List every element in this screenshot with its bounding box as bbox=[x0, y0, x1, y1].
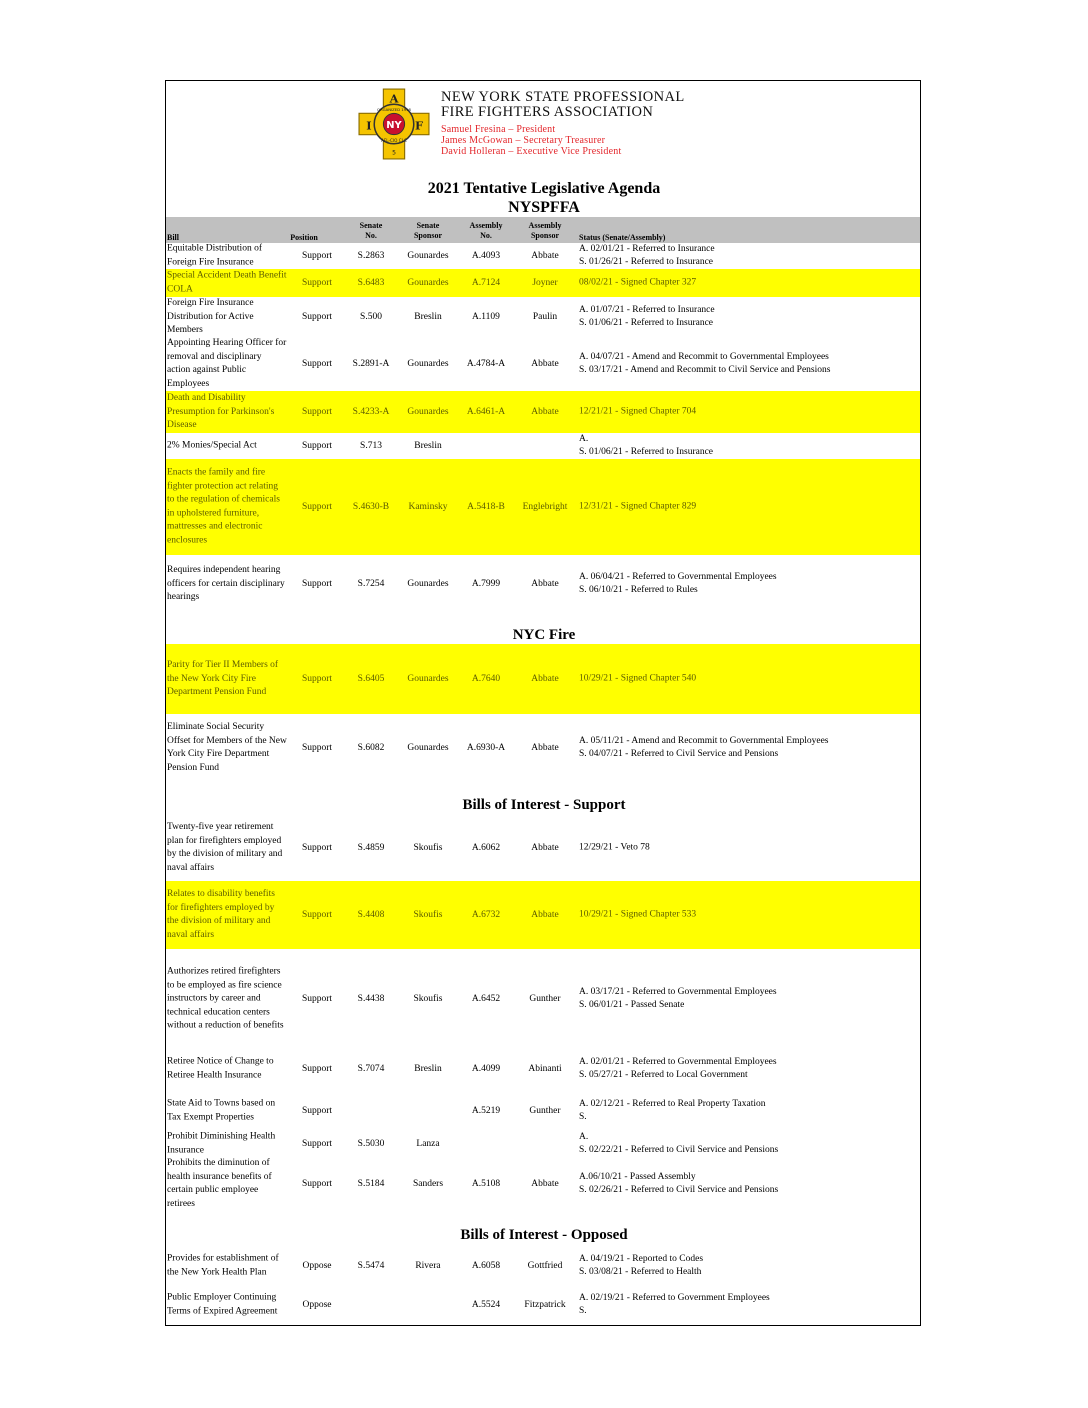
assembly-sponsor-cell: Abbate bbox=[531, 674, 559, 684]
senate-number-cell: S.2891-A bbox=[352, 359, 390, 369]
assembly-number-cell: A.4784-A bbox=[466, 359, 506, 369]
senate-sponsor-cell: Rivera bbox=[415, 1261, 441, 1271]
position-cell: Support bbox=[301, 251, 333, 261]
table-row bbox=[166, 243, 921, 269]
senate-number-cell: S.4859 bbox=[357, 843, 385, 853]
senate-number-cell: S.6405 bbox=[357, 674, 385, 684]
assembly-sponsor-cell: Joyner bbox=[532, 278, 558, 288]
status-line: S. 06/01/21 - Passed Senate bbox=[579, 1000, 685, 1010]
assembly-sponsor-cell: Abbate bbox=[531, 407, 559, 417]
assembly-number-cell: A.5524 bbox=[471, 1300, 501, 1310]
officer-executive-vp: David Holleran – Executive Vice President bbox=[441, 146, 622, 157]
senate-number-cell: S.5474 bbox=[357, 1261, 385, 1271]
page-subtitle: NYSPFFA bbox=[508, 199, 580, 216]
bill-name: Public Employer Continuing Terms of Expired Agreement bbox=[167, 1292, 278, 1316]
col-assembly-sponsor-2: Sponsor bbox=[530, 231, 559, 240]
position-cell: Support bbox=[301, 407, 333, 417]
table-row bbox=[166, 433, 921, 459]
status-line: S. 02/22/21 - Referred to Civil Service and Pensions bbox=[579, 1145, 779, 1155]
bill-name: Prohibit Diminishing Health Insurance bbox=[167, 1131, 276, 1155]
status-line: 10/29/21 - Signed Chapter 533 bbox=[579, 909, 697, 920]
status-line: A. 05/11/21 - Amend and Recommit to Governmental Employees bbox=[579, 736, 829, 746]
position-cell: Support bbox=[301, 359, 333, 369]
senate-number-cell: S.2863 bbox=[357, 251, 385, 261]
assembly-number-cell: A.6930-A bbox=[466, 743, 506, 753]
svg-text:ORGANIZED 1918: ORGANIZED 1918 bbox=[377, 107, 411, 113]
senate-number-cell: S.7074 bbox=[357, 1064, 385, 1074]
svg-text:5: 5 bbox=[392, 149, 396, 157]
status-line: 12/29/21 - Veto 78 bbox=[579, 842, 650, 853]
svg-text:A: A bbox=[389, 91, 399, 106]
status-cell bbox=[579, 277, 919, 290]
assembly-sponsor-cell: Abbate bbox=[531, 1179, 559, 1189]
col-status: Status (Senate/Assembly) bbox=[579, 233, 666, 242]
status-cell bbox=[579, 909, 919, 922]
table-row bbox=[166, 644, 921, 714]
table-row bbox=[166, 949, 921, 1049]
position-cell: Support bbox=[301, 843, 333, 853]
senate-sponsor-cell: Skoufis bbox=[413, 910, 443, 920]
bill-name: Parity for Tier II Members of the New York City Fire Department Pension Fund bbox=[167, 659, 279, 697]
position-cell: Support bbox=[301, 579, 333, 589]
svg-text:NY: NY bbox=[386, 119, 402, 131]
status-line: A. 06/04/21 - Referred to Governmental Employees bbox=[579, 572, 777, 582]
table-row bbox=[166, 1247, 921, 1285]
status-line: S. 06/10/21 - Referred to Rules bbox=[579, 585, 698, 595]
senate-number-cell: S.5030 bbox=[357, 1139, 385, 1149]
table-row bbox=[166, 337, 921, 391]
org-name-line1: NEW YORK STATE PROFESSIONAL bbox=[441, 89, 685, 105]
status-line: S. 05/27/21 - Referred to Local Government bbox=[579, 1070, 748, 1080]
assembly-sponsor-cell: Abbate bbox=[531, 359, 559, 369]
bill-name: Equitable Distribution of Foreign Fire Insurance bbox=[167, 243, 262, 267]
assembly-number-cell: A.5219 bbox=[471, 1106, 501, 1116]
status-cell bbox=[579, 1253, 919, 1279]
col-senate-no-2: No. bbox=[365, 231, 377, 240]
status-cell bbox=[579, 351, 919, 377]
bill-name: Appointing Hearing Officer for removal and disciplinary action against Public Employees bbox=[167, 338, 287, 389]
status-cell bbox=[579, 735, 919, 761]
position-cell: Support bbox=[301, 278, 333, 288]
officer-secretary-treasurer: James McGowan – Secretary Treasurer bbox=[441, 135, 606, 146]
table-row bbox=[166, 815, 921, 881]
table-row bbox=[166, 269, 921, 297]
table-row bbox=[166, 555, 921, 613]
bill-name: Retiree Notice of Change to Retiree Health Insurance bbox=[167, 1056, 274, 1080]
svg-text:F: F bbox=[415, 118, 424, 133]
assembly-number-cell: A.1109 bbox=[472, 312, 500, 322]
status-cell bbox=[579, 1131, 919, 1157]
bill-name: Special Accident Death Benefit COLA bbox=[167, 270, 287, 294]
section-bills-support: Bills of Interest - Support bbox=[462, 797, 626, 813]
assembly-sponsor-cell: Gottfried bbox=[527, 1261, 563, 1271]
agenda-page bbox=[165, 80, 921, 1326]
senate-number-cell: S.4408 bbox=[357, 910, 385, 920]
status-line: A. 02/19/21 - Referred to Government Employees bbox=[579, 1293, 770, 1303]
col-assembly-no-1: Assembly bbox=[469, 221, 503, 230]
senate-sponsor-cell: Gounardes bbox=[407, 579, 449, 589]
status-line: S. 01/06/21 - Referred to Insurance bbox=[579, 447, 714, 457]
section-nyc-fire: NYC Fire bbox=[512, 627, 576, 643]
assembly-number-cell: A.6452 bbox=[471, 994, 501, 1004]
senate-sponsor-cell: Gounardes bbox=[407, 278, 449, 288]
position-cell: Support bbox=[301, 1179, 333, 1189]
table-row bbox=[166, 1155, 921, 1213]
senate-sponsor-cell: Gounardes bbox=[407, 359, 449, 369]
assembly-number-cell: A.4099 bbox=[471, 1064, 501, 1074]
col-assembly-sponsor-1: Assembly bbox=[528, 221, 562, 230]
col-senate-sponsor-1: Senate bbox=[416, 221, 440, 230]
status-line: A.06/10/21 - Passed Assembly bbox=[579, 1172, 696, 1182]
status-cell bbox=[579, 501, 919, 514]
assembly-sponsor-cell: Gunther bbox=[529, 994, 561, 1004]
position-cell: Support bbox=[301, 743, 333, 753]
assembly-number-cell: A.5418-B bbox=[467, 502, 505, 512]
senate-sponsor-cell: Gounardes bbox=[407, 674, 449, 684]
position-cell: Oppose bbox=[302, 1300, 332, 1310]
position-cell: Support bbox=[301, 674, 333, 684]
status-line: 12/31/21 - Signed Chapter 829 bbox=[579, 501, 697, 512]
bill-name: Relates to disability benefits for firefighters employed by the division of military and naval affairs bbox=[167, 889, 275, 940]
assembly-number-cell: A.7640 bbox=[471, 674, 501, 684]
senate-sponsor-cell: Sanders bbox=[412, 1179, 444, 1189]
status-line: 08/02/21 - Signed Chapter 327 bbox=[579, 277, 697, 288]
position-cell: Support bbox=[301, 1064, 333, 1074]
senate-sponsor-cell: Breslin bbox=[414, 441, 442, 451]
senate-sponsor-cell: Gounardes bbox=[407, 407, 449, 417]
svg-text:I: I bbox=[366, 118, 372, 133]
senate-number-cell: S.5184 bbox=[357, 1179, 385, 1189]
bill-name: Authorizes retired firefighters to be employed as fire science instructors by career and technical education centers without a reduction of benefits bbox=[167, 966, 284, 1031]
column-header bbox=[166, 217, 921, 243]
position-cell: Support bbox=[301, 994, 333, 1004]
status-cell bbox=[579, 243, 919, 269]
assembly-sponsor-cell: Abbate bbox=[531, 251, 559, 261]
status-line: A. 04/19/21 - Reported to Codes bbox=[579, 1254, 704, 1264]
senate-sponsor-cell: Gounardes bbox=[407, 251, 449, 261]
assembly-sponsor-cell: Paulin bbox=[532, 312, 558, 322]
status-line: S. 03/17/21 - Amend and Recommit to Civil Service and Pensions bbox=[579, 365, 831, 375]
position-cell: Support bbox=[301, 910, 333, 920]
assembly-number-cell: A.6732 bbox=[471, 910, 501, 920]
status-cell bbox=[579, 1292, 919, 1318]
assembly-sponsor-cell: Abbate bbox=[531, 743, 559, 753]
senate-number-cell: S.7254 bbox=[357, 579, 385, 589]
status-cell bbox=[579, 1098, 919, 1124]
table-row bbox=[166, 714, 921, 782]
status-line: A. 02/01/21 - Referred to Governmental Employees bbox=[579, 1057, 777, 1067]
col-bill: Bill bbox=[167, 233, 180, 242]
table-row bbox=[166, 1285, 921, 1325]
senate-sponsor-cell: Lanza bbox=[416, 1139, 440, 1149]
svg-text:AFL-CIO CLC: AFL-CIO CLC bbox=[381, 138, 407, 144]
assembly-sponsor-cell: Abinanti bbox=[528, 1064, 562, 1074]
status-line: A. bbox=[579, 434, 589, 444]
senate-number-cell: S.4438 bbox=[357, 994, 385, 1004]
col-position: Position bbox=[290, 233, 318, 242]
senate-number-cell: S.500 bbox=[360, 312, 382, 322]
bill-name: Prohibits the diminution of health insurance benefits of certain public employee retirees bbox=[167, 1158, 272, 1209]
senate-sponsor-cell: Skoufis bbox=[413, 994, 443, 1004]
bill-name: State Aid to Towns based on Tax Exempt Properties bbox=[167, 1098, 276, 1122]
status-line: 12/21/21 - Signed Chapter 704 bbox=[579, 406, 697, 417]
status-line: S. bbox=[579, 1306, 587, 1316]
status-cell bbox=[579, 433, 919, 459]
assembly-number-cell: A.6461-A bbox=[466, 407, 506, 417]
senate-number-cell: S.6483 bbox=[357, 278, 385, 288]
bill-name: Enacts the family and fire fighter protection act relating to the regulation of chemicals in upholstered furniture, mattresses and electronic enclosures bbox=[167, 467, 280, 545]
status-line: A. 01/07/21 - Referred to Insurance bbox=[579, 305, 715, 315]
officer-president: Samuel Fresina – President bbox=[441, 124, 556, 135]
senate-sponsor-cell: Breslin bbox=[414, 1064, 442, 1074]
status-line: 10/29/21 - Signed Chapter 540 bbox=[579, 673, 697, 684]
bill-name: Requires independent hearing officers for certain disciplinary hearings bbox=[167, 564, 285, 602]
position-cell: Support bbox=[301, 1139, 333, 1149]
senate-sponsor-cell: Gounardes bbox=[407, 743, 449, 753]
senate-number-cell: S.713 bbox=[360, 441, 382, 451]
col-senate-no-1: Senate bbox=[359, 221, 383, 230]
position-cell: Support bbox=[301, 502, 333, 512]
senate-number-cell: S.6082 bbox=[357, 743, 385, 753]
assembly-sponsor-cell: Fitzpatrick bbox=[524, 1300, 566, 1310]
bill-name: 2% Monies/Special Act bbox=[167, 440, 257, 451]
assembly-number-cell: A.4093 bbox=[471, 251, 501, 261]
assembly-sponsor-cell: Abbate bbox=[531, 910, 559, 920]
status-line: S. 04/07/21 - Referred to Civil Service and Pensions bbox=[579, 749, 779, 759]
col-assembly-no-2: No. bbox=[480, 231, 492, 240]
status-cell bbox=[579, 304, 919, 330]
iaff-logo bbox=[356, 86, 432, 162]
status-line: A. 03/17/21 - Referred to Governmental Employees bbox=[579, 987, 777, 997]
status-line: A. bbox=[579, 1132, 589, 1142]
status-cell bbox=[579, 1171, 919, 1197]
bill-name: Death and Disability Presumption for Parkinson's Disease bbox=[167, 392, 275, 430]
org-block bbox=[441, 90, 901, 157]
status-cell bbox=[579, 406, 919, 419]
table-row bbox=[166, 881, 921, 949]
senate-number-cell: S.4630-B bbox=[352, 502, 390, 512]
position-cell: Support bbox=[301, 441, 333, 451]
assembly-sponsor-cell: Abbate bbox=[531, 843, 559, 853]
assembly-number-cell: A.6062 bbox=[471, 843, 501, 853]
assembly-sponsor-cell: Englebright bbox=[522, 502, 568, 512]
col-senate-sponsor-2: Sponsor bbox=[413, 231, 442, 240]
status-line: S. 01/06/21 - Referred to Insurance bbox=[579, 318, 714, 328]
assembly-sponsor-cell: Abbate bbox=[531, 579, 559, 589]
senate-sponsor-cell: Kaminsky bbox=[408, 502, 448, 512]
table-row bbox=[166, 1089, 921, 1133]
table-row bbox=[166, 391, 921, 433]
assembly-number-cell: A.7999 bbox=[471, 579, 501, 589]
status-line: A. 02/01/21 - Referred to Insurance bbox=[579, 244, 715, 254]
org-name-line2: FIRE FIGHTERS ASSOCIATION bbox=[441, 104, 654, 120]
bill-name: Eliminate Social Security Offset for Members of the New York City Fire Department Pension Fund bbox=[167, 722, 287, 773]
status-line: A. 04/07/21 - Amend and Recommit to Governmental Employees bbox=[579, 352, 829, 362]
status-line: S. 02/26/21 - Referred to Civil Service and Pensions bbox=[579, 1185, 779, 1195]
status-line: S. 01/26/21 - Referred to Insurance bbox=[579, 257, 714, 267]
bill-name: Provides for establishment of the New York Health Plan bbox=[167, 1253, 279, 1277]
position-cell: Oppose bbox=[302, 1261, 332, 1271]
table-row bbox=[166, 459, 921, 555]
status-cell bbox=[579, 1056, 919, 1082]
position-cell: Support bbox=[301, 312, 333, 322]
senate-sponsor-cell: Skoufis bbox=[413, 843, 443, 853]
table-row bbox=[166, 297, 921, 337]
section-bills-opposed: Bills of Interest - Opposed bbox=[460, 1227, 628, 1243]
assembly-number-cell: A.6058 bbox=[471, 1261, 501, 1271]
status-line: A. 02/12/21 - Referred to Real Property Taxation bbox=[579, 1099, 766, 1109]
assembly-number-cell: A.7124 bbox=[471, 278, 501, 288]
table-row bbox=[166, 1049, 921, 1089]
assembly-number-cell: A.5108 bbox=[471, 1179, 501, 1189]
table-row bbox=[166, 1133, 921, 1155]
status-cell bbox=[579, 571, 919, 597]
status-cell bbox=[579, 673, 919, 686]
status-cell bbox=[579, 986, 919, 1012]
status-line: S. 03/08/21 - Referred to Health bbox=[579, 1267, 702, 1277]
senate-number-cell: S.4233-A bbox=[352, 407, 390, 417]
status-cell bbox=[579, 842, 919, 855]
status-line: S. bbox=[579, 1112, 587, 1122]
assembly-sponsor-cell: Gunther bbox=[529, 1106, 561, 1116]
bill-name: Twenty-five year retirement plan for firefighters employed by the division of military and naval affairs bbox=[167, 822, 283, 873]
page-title: 2021 Tentative Legislative Agenda bbox=[427, 180, 661, 197]
senate-sponsor-cell: Breslin bbox=[414, 312, 442, 322]
bill-name: Foreign Fire Insurance Distribution for Active Members bbox=[167, 297, 254, 335]
position-cell: Support bbox=[301, 1106, 333, 1116]
